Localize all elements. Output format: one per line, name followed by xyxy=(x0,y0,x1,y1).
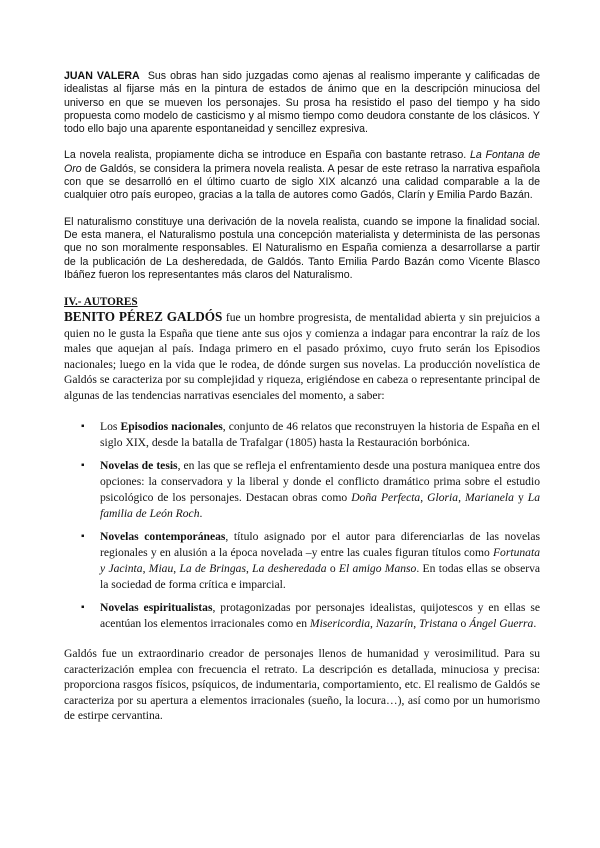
valera-text: Sus obras han sido juzgadas como ajenas al realismo imperante y calificadas de idealistas al fijarse más en la pintura de estados de ánimo que en la descripción minuciosa del universo en que se mueven los personajes. Su prosa ha resistido el paso del tiempo y ha sido propuesta como modelo de casticismo y al mismo tiempo como deudora constante de los clásicos. Y todo ello bajo una aparente espontaneidad y sencillez expresiva. xyxy=(64,70,541,136)
list-item-term: Novelas de tesis xyxy=(100,459,178,473)
list-item-tesis xyxy=(81,458,541,522)
separator: , xyxy=(245,562,253,576)
realismo-text-2: de Galdós, se considera la primera novela realista. A pesar de este retraso la narrativa española con que se desarrolló en el último cuarto de siglo XIX alcanzó una calidad comparable a la de cualquier otro país europeo, gracias a la talla de autores como Gadós, Clarín y Emilia Pardo Bazán. xyxy=(64,162,540,202)
list-item-contemporaneas xyxy=(81,529,541,593)
valera-paragraph xyxy=(64,70,540,136)
realismo-text-1: La novela realista, propiamente dicha se introduce en España con bastante retraso. xyxy=(64,149,470,162)
list-item-prefix: Los xyxy=(100,420,121,434)
bullet-square-icon: ▪ xyxy=(81,602,85,614)
work-title: La de Bringas xyxy=(179,562,246,576)
bullet-square-icon: ▪ xyxy=(81,421,85,433)
list-item-text: , conjunto de 46 relatos que reconstruyen la historia de España en el siglo XIX, desde la batalla de Trafalgar (1805) hasta la Restauración borbónica. xyxy=(100,420,540,450)
separator: . xyxy=(533,617,537,631)
galdos-works-list xyxy=(64,419,540,632)
list-item-term: Episodios nacionales xyxy=(120,420,223,434)
list-item-episodios xyxy=(81,419,540,451)
separator: o xyxy=(457,617,470,631)
work-title: Tristana xyxy=(418,617,458,631)
galdos-name: BENITO PÉREZ GALDÓS xyxy=(64,309,223,325)
work-title: Nazarín xyxy=(375,617,414,631)
separator: , xyxy=(420,491,428,505)
galdos-intro-text: fue un hombre progresista, de mentalidad abierta y sin prejuicios a quien no le gusta la España que tiene ante sus ojos y comienza a indagar para encontrar la raíz de los males que aquejan al país. Indaga primero en el pasado próximo, cuyo fruto serán los Episodios nacionales; luego en la vida que le rodea, de dónde surgen sus novelas. La producción novelística de Galdós se caracteriza por su complejidad y riqueza, erigiéndose en cabeza o representante principal de algunas de las tendencias narrativas esenciales del momento, a saber: xyxy=(64,311,540,402)
work-title: Miau xyxy=(148,562,174,576)
valera-name: JUAN VALERA xyxy=(64,70,140,82)
work-title: Gloria xyxy=(427,491,459,505)
list-item-text: , título asignado por el autor para diferenciarlas de las novelas regionales y en alusión a la época novelada –y entre las cuales figuran títulos como xyxy=(100,530,541,560)
separator: , xyxy=(458,491,465,505)
separator: . xyxy=(199,507,203,521)
realismo-work-title: La Fontana de Oro xyxy=(64,149,540,175)
work-title: Ángel Guerra xyxy=(469,617,534,631)
section-heading-autores: IV.- AUTORES xyxy=(64,296,138,309)
separator: , xyxy=(142,562,149,576)
work-title: Misericordia xyxy=(309,617,371,631)
bullet-square-icon: ▪ xyxy=(81,460,85,472)
closing-paragraph: Galdós fue un extraordinario creador de personajes llenos de humanidad y verosimilitud. Para su caracterización emplea con frecuencia el retrato. La descripción es detallada, minuciosa y precisa: proporciona rasgos físicos, psíquicos, de indumentaria, comportamiento, etc. El realismo de Galdós se caracteriza por su apertura a elementos irracionales (sueño, la locura…), así como por un humorismo de estirpe cervantina. xyxy=(64,647,540,723)
naturalismo-paragraph: El naturalismo constituye una derivación de la novela realista, cuando se impone la finalidad social. De esta manera, el Naturalismo postula una concepción materialista y determinista de las personas que no son moralmente responsables. El Naturalismo en España comienza a desarrollarse a partir de la publicación de La desheredada, de Galdós. Tanto Emilia Pardo Bazán como Vicente Blasco Ibáñez fueron los representantes más claros del Naturalismo. xyxy=(64,215,540,281)
work-title: El amigo Manso xyxy=(338,562,417,576)
list-item-espiritualistas xyxy=(81,600,540,632)
list-item-text-end: . En todas ellas se observa la sociedad de forma crítica e imparcial. xyxy=(100,562,541,592)
galdos-intro-paragraph xyxy=(64,309,540,403)
realismo-paragraph xyxy=(64,149,540,202)
work-title: La familia de León Roch xyxy=(100,491,541,521)
separator: , xyxy=(413,617,419,631)
separator: y xyxy=(513,491,528,505)
document-page xyxy=(64,70,540,724)
list-item-text: , en las que se refleja el enfrentamiento desde una postura maniquea entre dos opciones: la conservadora y la liberal y donde el conflicto dramático prima sobre el estudio psicológico de los personajes. Destacan obras como xyxy=(100,459,540,505)
work-title: Fortunata y Jacinta xyxy=(100,546,540,576)
list-item-term: Novelas espiritualistas xyxy=(100,601,213,615)
separator: , xyxy=(370,617,376,631)
list-item-text: , protagonizadas por personajes idealistas, quijotescos y en ellas se acentúan los elementos irracionales como en xyxy=(100,601,540,631)
list-item-term: Novelas contemporáneas xyxy=(100,530,226,544)
separator: o xyxy=(326,562,339,576)
work-title: Marianela xyxy=(465,491,514,505)
work-title: La desheredada xyxy=(252,562,327,576)
bullet-square-icon: ▪ xyxy=(81,531,85,543)
work-title: Doña Perfecta xyxy=(351,491,421,505)
separator: , xyxy=(173,562,180,576)
